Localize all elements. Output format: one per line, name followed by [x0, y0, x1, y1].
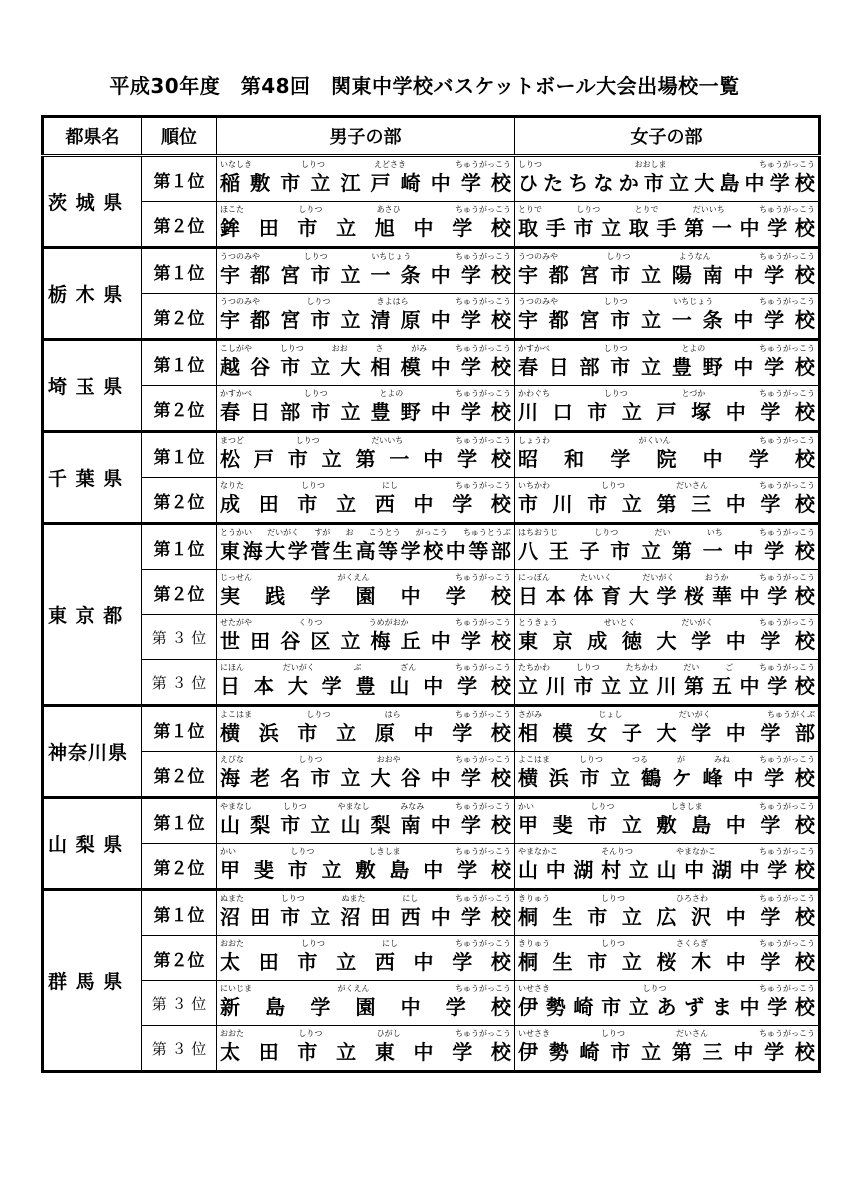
girls-school-cell [515, 386, 820, 432]
school-name: 桐 生 市 立 桜 木 中 学 校 [518, 950, 815, 974]
prefecture-cell: 埼 玉 県 [43, 340, 142, 432]
table-row [43, 798, 820, 844]
prefecture-cell: 茨 城 県 [43, 156, 142, 248]
boys-school-cell [217, 478, 515, 524]
ruby-reading: しょうわ がくいん ちゅうがっこう [518, 436, 815, 445]
table-row [43, 936, 820, 981]
girls-school-cell [515, 844, 820, 890]
school-name: 宇 都 宮 市 立 一 条 中 学 校 [518, 308, 815, 332]
ruby-reading: とりで しりつ とりで だいいち ちゅうがっこう [518, 205, 815, 214]
ruby-reading: かすかべ しりつ とよの ちゅうがっこう [220, 389, 511, 398]
ruby-reading: しりつ おおしま ちゅうがっこう [518, 160, 815, 169]
boys-school-cell [217, 798, 515, 844]
table-row [43, 706, 820, 752]
rank-cell: 第 ３ 位 [142, 1026, 217, 1072]
girls-school-cell [515, 340, 820, 386]
school-name: 八 王 子 市 立 第 一 中 学 校 [518, 539, 815, 563]
school-name: 太 田 市 立 西 中 学 校 [220, 950, 511, 974]
table-row [43, 432, 820, 478]
rank-cell: 第２位 [142, 570, 217, 615]
rank-cell: 第 ３ 位 [142, 981, 217, 1026]
school-name: 立 川 市 立 立 川 第 五 中 学 校 [518, 674, 815, 698]
rank-cell: 第２位 [142, 478, 217, 524]
rank-cell: 第１位 [142, 248, 217, 294]
ruby-reading: にいじま がくえん ちゅうがっこう [220, 984, 511, 993]
ruby-reading: にほん だいがく ぶ ざん ちゅうがっこう [220, 663, 511, 672]
ruby-reading: こしがや しりつ おお さ がみ ちゅうがっこう [220, 344, 511, 353]
table-row [43, 615, 820, 660]
school-list-table [41, 115, 821, 1073]
prefecture-cell: 群 馬 県 [43, 890, 142, 1072]
table-row [43, 570, 820, 615]
school-name: 甲 斐 市 立 敷 島 中 学 校 [220, 858, 511, 882]
boys-school-cell [217, 752, 515, 798]
girls-school-cell [515, 706, 820, 752]
ruby-reading: さがみ じょし だいがく ちゅうがくぶ [518, 710, 815, 719]
school-name: 川 口 市 立 戸 塚 中 学 校 [518, 400, 815, 424]
ruby-reading: かすかべ しりつ とよの ちゅうがっこう [518, 344, 815, 353]
girls-school-cell [515, 294, 820, 340]
table-row [43, 478, 820, 524]
boys-school-cell [217, 202, 515, 248]
girls-school-cell [515, 936, 820, 981]
ruby-reading: せたがや くりつ うめがおか ちゅうがっこう [220, 618, 511, 627]
school-name: 日 本 大 学 豊 山 中 学 校 [220, 674, 511, 698]
table-row [43, 752, 820, 798]
boys-school-cell [217, 432, 515, 478]
girls-school-cell [515, 156, 820, 202]
school-name: 昭 和 学 院 中 学 校 [518, 447, 815, 471]
ruby-reading: やまなし しりつ やまなし みなみ ちゅうがっこう [220, 802, 511, 811]
table-row [43, 294, 820, 340]
girls-school-cell [515, 524, 820, 570]
table-row [43, 340, 820, 386]
boys-school-cell [217, 981, 515, 1026]
school-name: 山 中 湖 村 立 山 中 湖 中 学 校 [518, 858, 815, 882]
boys-school-cell [217, 660, 515, 706]
boys-school-cell [217, 936, 515, 981]
school-name: 宇 都 宮 市 立 清 原 中 学 校 [220, 308, 511, 332]
ruby-reading: じっせん がくえん ちゅうがっこう [220, 573, 511, 582]
girls-school-cell [515, 981, 820, 1026]
rank-cell: 第１位 [142, 798, 217, 844]
school-name: 世 田 谷 区 立 梅 丘 中 学 校 [220, 629, 511, 653]
school-name: 横 浜 市 立 鶴 ケ 峰 中 学 校 [518, 766, 815, 790]
header-rank: 順位 [142, 117, 217, 156]
prefecture-cell: 栃 木 県 [43, 248, 142, 340]
girls-school-cell [515, 890, 820, 936]
girls-school-cell [515, 570, 820, 615]
ruby-reading: なりた しりつ にし ちゅうがっこう [220, 481, 511, 490]
school-name: 海 老 名 市 立 大 谷 中 学 校 [220, 766, 511, 790]
girls-school-cell [515, 615, 820, 660]
school-name: 太 田 市 立 東 中 学 校 [220, 1040, 511, 1064]
table-row [43, 202, 820, 248]
header-boys: 男子の部 [217, 117, 515, 156]
ruby-reading: ぬまた しりつ ぬまた にし ちゅうがっこう [220, 894, 511, 903]
page-title: 平成30年度 第48回 関東中学校バスケットボール大会出場校一覧 [109, 74, 740, 98]
boys-school-cell [217, 386, 515, 432]
rank-cell: 第１位 [142, 890, 217, 936]
rank-cell: 第１位 [142, 156, 217, 202]
ruby-reading: えびな しりつ おおや ちゅうがっこう [220, 755, 511, 764]
boys-school-cell [217, 615, 515, 660]
rank-cell: 第 ３ 位 [142, 660, 217, 706]
boys-school-cell [217, 248, 515, 294]
prefecture-cell: 千 葉 県 [43, 432, 142, 524]
ruby-reading: おおた しりつ ひがし ちゅうがっこう [220, 1029, 511, 1038]
ruby-reading: うつのみや しりつ ようなん ちゅうがっこう [518, 252, 815, 261]
boys-school-cell [217, 340, 515, 386]
header-girls: 女子の部 [515, 117, 820, 156]
school-name: 甲 斐 市 立 敷 島 中 学 校 [518, 813, 815, 837]
school-name: 市 川 市 立 第 三 中 学 校 [518, 492, 815, 516]
rank-cell: 第２位 [142, 386, 217, 432]
school-name: 相 模 女 子 大 学 中 学 部 [518, 721, 815, 745]
table-row [43, 844, 820, 890]
prefecture-cell: 神奈川県 [43, 706, 142, 798]
ruby-reading: よこはま しりつ つる が みね ちゅうがっこう [518, 755, 815, 764]
girls-school-cell [515, 248, 820, 294]
ruby-reading: かわぐち しりつ とづか ちゅうがっこう [518, 389, 815, 398]
table-row [43, 981, 820, 1026]
rank-cell: 第２位 [142, 936, 217, 981]
ruby-reading: やまなかこ そんりつ やまなかこ ちゅうがっこう [518, 847, 815, 856]
ruby-reading: いちかわ しりつ だいさん ちゅうがっこう [518, 481, 815, 490]
school-name: 春 日 部 市 立 豊 野 中 学 校 [220, 400, 511, 424]
school-name: 伊 勢 崎 市 立 あ ず ま 中 学 校 [518, 995, 815, 1019]
rank-cell: 第 ３ 位 [142, 615, 217, 660]
table-row [43, 386, 820, 432]
ruby-reading: うつのみや しりつ いちじょう ちゅうがっこう [518, 297, 815, 306]
school-name: 宇 都 宮 市 立 一 条 中 学 校 [220, 263, 511, 287]
rank-cell: 第２位 [142, 202, 217, 248]
ruby-reading: はちおうじ しりつ だい いち ちゅうがっこう [518, 528, 815, 537]
girls-school-cell [515, 798, 820, 844]
table-row [43, 524, 820, 570]
table-row [43, 660, 820, 706]
table-row [43, 248, 820, 294]
table-body [43, 156, 820, 1072]
school-name: 日 本 体 育 大 学 桜 華 中 学 校 [518, 584, 815, 608]
ruby-reading: おおた しりつ にし ちゅうがっこう [220, 939, 511, 948]
boys-school-cell [217, 294, 515, 340]
girls-school-cell [515, 660, 820, 706]
girls-school-cell [515, 202, 820, 248]
ruby-reading: いなしき しりつ えどさき ちゅうがっこう [220, 160, 511, 169]
girls-school-cell [515, 1026, 820, 1072]
rank-cell: 第１位 [142, 340, 217, 386]
school-name: 桐 生 市 立 広 沢 中 学 校 [518, 905, 815, 929]
prefecture-cell: 東 京 都 [43, 524, 142, 706]
ruby-reading: とうかい だいがく すが お こうとう がっこう ちゅうとうぶ [220, 528, 511, 537]
boys-school-cell [217, 570, 515, 615]
ruby-reading: うつのみや しりつ きよはら ちゅうがっこう [220, 297, 511, 306]
school-name: 春 日 部 市 立 豊 野 中 学 校 [518, 355, 815, 379]
school-name: ひ た ち な か 市 立 大 島 中 学 校 [518, 171, 815, 195]
ruby-reading: きりゅう しりつ さくらぎ ちゅうがっこう [518, 939, 815, 948]
girls-school-cell [515, 432, 820, 478]
ruby-reading: うつのみや しりつ いちじょう ちゅうがっこう [220, 252, 511, 261]
school-name: 越 谷 市 立 大 相 模 中 学 校 [220, 355, 511, 379]
girls-school-cell [515, 752, 820, 798]
table-row [43, 890, 820, 936]
school-name: 宇 都 宮 市 立 陽 南 中 学 校 [518, 263, 815, 287]
ruby-reading: かい しりつ しきしま ちゅうがっこう [518, 802, 815, 811]
rank-cell: 第２位 [142, 844, 217, 890]
boys-school-cell [217, 1026, 515, 1072]
table-row [43, 156, 820, 202]
header-pref: 都県名 [43, 117, 142, 156]
school-name: 成 田 市 立 西 中 学 校 [220, 492, 511, 516]
ruby-reading: たちかわ しりつ たちかわ だい ご ちゅうがっこう [518, 663, 815, 672]
school-name: 新 島 学 園 中 学 校 [220, 995, 511, 1019]
table-row [43, 1026, 820, 1072]
ruby-reading: いせさき しりつ だいさん ちゅうがっこう [518, 1029, 815, 1038]
school-name: 横 浜 市 立 原 中 学 校 [220, 721, 511, 745]
boys-school-cell [217, 156, 515, 202]
school-name: 山 梨 市 立 山 梨 南 中 学 校 [220, 813, 511, 837]
ruby-reading: いせさき しりつ ちゅうがっこう [518, 984, 815, 993]
boys-school-cell [217, 844, 515, 890]
ruby-reading: にっぽん たいいく だいがく おうか ちゅうがっこう [518, 573, 815, 582]
rank-cell: 第１位 [142, 706, 217, 752]
ruby-reading: ほこた しりつ あさひ ちゅうがっこう [220, 205, 511, 214]
school-name: 伊 勢 崎 市 立 第 三 中 学 校 [518, 1040, 815, 1064]
table-header-row [43, 117, 820, 156]
school-name: 東 海 大 学 菅 生 高 等 学 校 中 等 部 [220, 539, 511, 563]
boys-school-cell [217, 890, 515, 936]
school-name: 松 戸 市 立 第 一 中 学 校 [220, 447, 511, 471]
school-name: 稲 敷 市 立 江 戸 崎 中 学 校 [220, 171, 511, 195]
ruby-reading: まつど しりつ だいいち ちゅうがっこう [220, 436, 511, 445]
rank-cell: 第２位 [142, 294, 217, 340]
ruby-reading: とうきょう せいとく だいがく ちゅうがっこう [518, 618, 815, 627]
girls-school-cell [515, 478, 820, 524]
rank-cell: 第１位 [142, 432, 217, 478]
prefecture-cell: 山 梨 県 [43, 798, 142, 890]
school-name: 実 践 学 園 中 学 校 [220, 584, 511, 608]
school-name: 東 京 成 徳 大 学 中 学 校 [518, 629, 815, 653]
boys-school-cell [217, 524, 515, 570]
boys-school-cell [217, 706, 515, 752]
rank-cell: 第２位 [142, 752, 217, 798]
ruby-reading: かい しりつ しきしま ちゅうがっこう [220, 847, 511, 856]
ruby-reading: きりゅう しりつ ひろさわ ちゅうがっこう [518, 894, 815, 903]
school-name: 取 手 市 立 取 手 第 一 中 学 校 [518, 216, 815, 240]
school-name: 鉾 田 市 立 旭 中 学 校 [220, 216, 511, 240]
rank-cell: 第１位 [142, 524, 217, 570]
ruby-reading: よこはま しりつ はら ちゅうがっこう [220, 710, 511, 719]
school-name: 沼 田 市 立 沼 田 西 中 学 校 [220, 905, 511, 929]
